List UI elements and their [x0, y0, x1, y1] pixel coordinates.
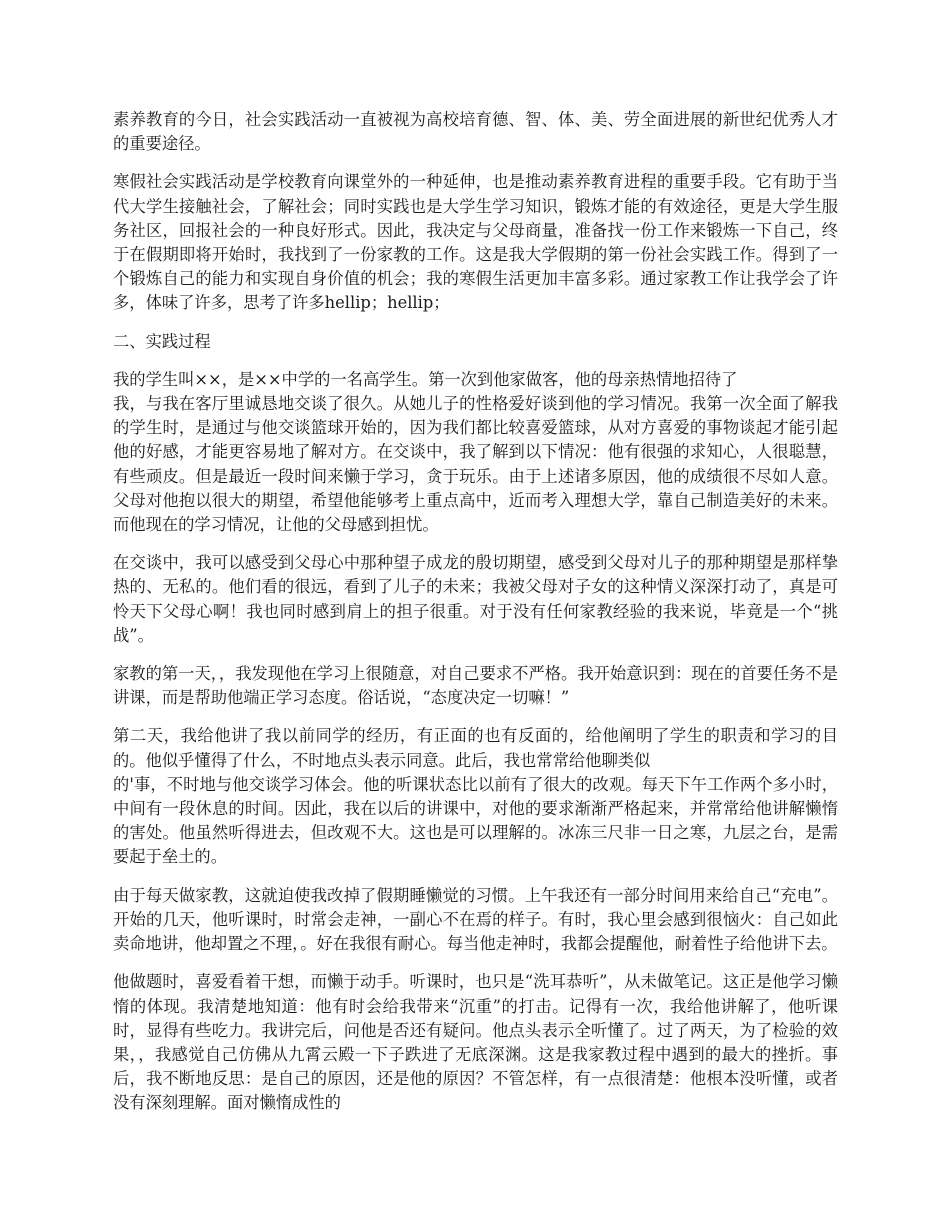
paragraph-daily-routine: 由于每天做家教，这就迫使我改掉了假期睡懒觉的习惯。上午我还有一部分时间用来给自己“充电”。开始的几天，他听课时，时常会走神，一副心不在焉的样子。有时，我心里会感到很恼火：自己如此卖命地讲，他却置之不理，。好在我很有耐心。每当他走神时，我都会提醒他，耐着性子给他讲下去。	[113, 885, 838, 954]
section-heading: 二、实践过程	[113, 331, 211, 351]
paragraph-setback: 他做题时，喜爱看着干想，而懒于动手。听课时，也只是“洗耳恭听”，从未做笔记。这正是他学习懒惰的体现。我清楚地知道：他有时会给我带来“沉重”的打击。记得有一次，我给他讲解了，他听课时，显得有些吃力。我讲完后，问他是否还有疑问。他点头表示全听懂了。过了两天，为了检验的效果，，我感觉自己仿佛从九霄云殿一下子跌进了无底深渊。这是我家教过程中遇到的最大的挫折。事后，我不断地反思：是自己的原因，还是他的原因？不管怎样，有一点很清楚：他根本没听懂，或者没有深刻理解。面对懒惰成性的	[113, 972, 838, 1113]
paragraph-winter-practice: 寒假社会实践活动是学校教育向课堂外的一种延伸，也是推动素养教育进程的重要手段。它有助于当代大学生接触社会，了解社会；同时实践也是大学生学习知识，锻炼才能的有效途径，更是大学生服务社区，回报社会的一种良好形式。因此，我决定与父母商量，准备找一份工作来锻炼一下自己，终于在假期即将开始时，我找到了一份家教的工作。这是我大学假期的第一份社会实践工作。得到了一个锻炼自己的能力和实现自身价值的机会；我的寒假生活更加丰富多彩。通过家教工作让我学会了许多，体味了许多，思考了许多hellip；hellip；	[113, 172, 838, 313]
paragraph-parents-expectation: 在交谈中，我可以感受到父母心中那种望子成龙的殷切期望，感受到父母对儿子的那种期望是那样挚热的、无私的。他们看的很远，看到了儿子的未来；我被父母对子女的这种情义深深打动了，真是可怜天下父母心啊！我也同时感到肩上的担子很重。对于没有任何家教经验的我来说，毕竟是一个“挑战”。	[113, 553, 838, 645]
paragraph-second-day: 第二天，我给他讲了我以前同学的经历，有正面的也有反面的，给他阐明了学生的职责和学习的目的。他似乎懂得了什么，不时地点头表示同意。此后，我也常常给他聊类似 的'事，不时地与他交谈学习体会。他的听课状态比以前有了很大的改观。每天下午工作两个多小时，中间有一段休息的时间。因此，我在以后的讲课中，对他的要求渐渐严格起来，并常常给他讲解懒惰的害处。他虽然听得进去，但改观不大。这也是可以理解的。冰冻三尺非一日之寒，九层之台，是需要起于垒土的。	[113, 726, 838, 867]
paragraph-first-day: 家教的第一天，，我发现他在学习上很随意，对自己要求不严格。我开始意识到：现在的首要任务不是讲课，而是帮助他端正学习态度。俗话说，“态度决定一切嘛！”	[113, 664, 838, 708]
paragraph-student-intro: 我的学生叫××，是××中学的一名高学生。第一次到他家做客，他的母亲热情地招待了 我，与我在客厅里诚恳地交谈了很久。从她儿子的性格爱好谈到他的学习情况。我第一次全面了解我的学生时，是通过与他交谈篮球开始的，因为我们都比较喜爱篮球，从对方喜爱的事物谈起才能引起他的好感，才能更容易地了解对方。在交谈中，我了解到以下情况：他有很强的求知心，人很聪慧，有些顽皮。但是最近一段时间来懒于学习，贪于玩乐。由于上述诸多原因，他的成绩很不尽如人意。父母对他抱以很大的期望，希望他能够考上重点高中，近而考入理想大学，靠自己制造美好的未来。而他现在的学习情况，让他的父母感到担忧。	[113, 369, 838, 535]
paragraph-intro: 素养教育的今日，社会实践活动一直被视为高校培育德、智、体、美、劳全面进展的新世纪优秀人才的重要途径。	[113, 110, 838, 154]
document-body	[113, 108, 838, 1130]
